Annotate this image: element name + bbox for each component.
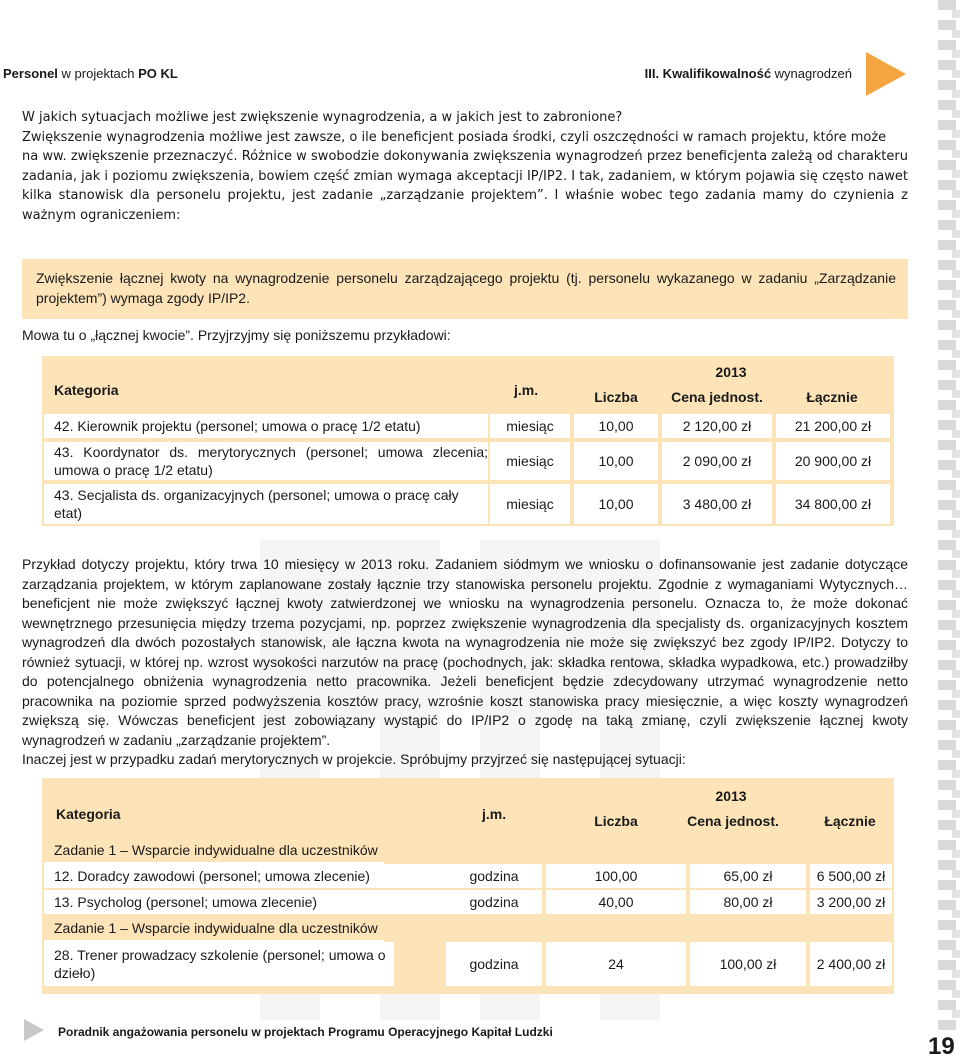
paragraph-2 [22, 555, 908, 770]
t1-row2-cena: 2 090,00 zł [662, 442, 772, 480]
t1-row2-jm: miesiąc [490, 442, 570, 480]
t2-group1: Zadanie 1 – Wsparcie indywidualne dla uczestników [44, 838, 384, 864]
t2-header-lacznie: Łącznie [824, 813, 876, 829]
intro-question: W jakich sytuacjach możliwe jest zwiększenie wynagrodzenia, a w jakich jest to zabronione? [22, 110, 623, 125]
t1-row1-lacznie: 21 200,00 zł [776, 414, 890, 438]
t1-row3-jm: miesiąc [490, 484, 570, 524]
header-right-normal: wynagrodzeń [771, 66, 852, 81]
t1-header-liczba: Liczba [594, 389, 638, 405]
t2-row1-kategoria: 12. Doradcy zawodowi (personel; umowa zlecenie) [44, 864, 454, 888]
header-arrow-icon [866, 52, 906, 96]
t2-row3-kategoria: 28. Trener prowadzacy szkolenie (personel; umowa o dzieło) [44, 942, 394, 986]
t2-row2-liczba: 40,00 [546, 890, 686, 914]
t1-row3-kategoria: 43. Secjalista ds. organizacyjnych (personel; umowa o pracę cały etat) [44, 484, 488, 524]
intro-paragraph [22, 108, 908, 225]
header-right-bold: III. Kwalifikowalność [644, 66, 772, 81]
t1-row1-kategoria: 42. Kierownik projektu (personel; umowa o pracę 1/2 etatu) [44, 414, 488, 438]
intro-line2: Zwiększenie wynagrodzenia możliwe jest zawsze, o ile beneficjent posiada środki, czyli oszczędności w ramach projektu, które może [22, 129, 887, 145]
t1-header-year: 2013 [715, 364, 747, 380]
t2-row2-jm: godzina [446, 890, 542, 914]
t2-row3-liczba: 24 [546, 942, 686, 986]
footer-arrow-icon [24, 1019, 44, 1041]
paragraph-2-text: Przykład dotyczy projektu, który trwa 10 miesięcy w 2013 roku. Zadaniem siódmym we wniosku o dofinansowanie jest zadanie dotyczące zarządzania projektem, w którym zaplanowane zostały łącznie trzy stanowiska personelu projektu. Zgodnie z wymaganiami Wytycznych… beneficjent nie może zwiększyć łącznej kwoty zatwierdzonej we wniosku na wynagrodzenia personelu. Oznacza to, że może dokonać wewnętrznego przesunięcia między trzema pozycjami, np. poprzez zwiększenie wynagrodzenia dla specjalisty ds. organizacyjnych kosztem wynagrodzeń dla dwóch pozostałych stanowisk, ale łączna kwota na wynagrodzenia nie może się zwiększyć bez zgody IP/IP2. Dotyczy to również sytuacji, w której np. wzrost wysokości narzutów na pracę (pochodnych, jak: składka rentowa, składka wypadkowa, etc.) prowadziłby do potencjalnego obniżenia wynagrodzenia netto pracownika. Jeżeli beneficjent będzie zdecydowany utrzymać wynagrodzenie netto pracownika na poziomie sprzed podwyższenia kosztów pracy, wzrośnie koszt stanowiska pracy miesięcznie, a więc koszty wynagrodzeń zwiększą się. Wówczas beneficjent jest zobowiązany wystąpić do IP/IP2 o zgodę na taką zmianę, czyli zwiększenie łącznej kwoty wynagrodzeń w zadaniu „zarządzanie projektem”. [22, 556, 908, 748]
t2-row1-cena: 65,00 zł [690, 864, 806, 888]
mowa-text: Mowa tu o „łącznej kwocie”. Przyjrzyjmy się poniższemu przykładowi: [22, 327, 451, 343]
t1-header-lacznie: Łącznie [806, 389, 858, 405]
paragraph-3-text: Inaczej jest w przypadku zadań merytorycznych w projekcie. Spróbujmy przyjrzeć się następującej sytuacji: [22, 751, 686, 767]
t2-row1-jm: godzina [446, 864, 542, 888]
highlight-box-text: Zwiększenie łącznej kwoty na wynagrodzenie personelu zarządzającego projektu (tj. personelu wykazanego w zadaniu „Zarządzanie projektem”) wymaga zgody IP/IP2. [36, 270, 896, 306]
t2-header-liczba: Liczba [594, 813, 638, 829]
intro-line3a: na ww. zwiększenie przeznaczyć. [22, 149, 238, 164]
intro-line3b: Różnice w swobodzie dokonywania zwiększenia wynagrodzeń przez beneficjenta zależą od charakteru zadania, jak i poziomu zwiększenia, bowiem część zmian wymaga akceptacji IP/IP2. I tak, zadaniem, w którym pojawia się często nawet kilka stanowisk dla personelu projektu, jest zadanie „zarządzanie projektem”. I właśnie wobec tego zadania mamy do czynienia z ważnym ograniczeniem: [22, 149, 908, 223]
table-2 [42, 778, 894, 994]
footer-title: Poradnik angażowania personelu w projektach Programu Operacyjnego Kapitał Ludzki [58, 1025, 553, 1039]
t2-row2-cena: 80,00 zł [690, 890, 806, 914]
header-left-bold1: Personel [3, 66, 58, 81]
running-header [0, 62, 900, 86]
t1-row2-liczba: 10,00 [574, 442, 658, 480]
t1-row1-liczba: 10,00 [574, 414, 658, 438]
t1-header-cena: Cena jednost. [671, 389, 763, 405]
t2-group2: Zadanie 1 – Wsparcie indywidualne dla uczestników [44, 916, 384, 942]
t2-header-year: 2013 [715, 788, 747, 804]
t1-row3-lacznie: 34 800,00 zł [776, 484, 890, 524]
t1-row1-cena: 2 120,00 zł [662, 414, 772, 438]
t2-row3-lacznie: 2 400,00 zł [810, 942, 892, 986]
header-left-bold2: PO KL [138, 66, 178, 81]
header-left [3, 66, 178, 81]
t2-header-jm: j.m. [482, 806, 507, 822]
t2-row3-cena: 100,00 zł [690, 942, 806, 986]
t2-row2-lacznie: 3 200,00 zł [810, 890, 892, 914]
t2-row3-jm: godzina [446, 942, 542, 986]
t1-header-jm: j.m. [514, 382, 539, 398]
t2-row1-lacznie: 6 500,00 zł [810, 864, 892, 888]
t1-row3-cena: 3 480,00 zł [662, 484, 772, 524]
t2-row2-kategoria: 13. Psycholog (personel; umowa zlecenie) [44, 890, 454, 914]
header-right [645, 66, 852, 81]
t1-row3-liczba: 10,00 [574, 484, 658, 524]
mowa-paragraph [22, 326, 908, 346]
t1-row2-kategoria: 43. Koordynator ds. merytorycznych (personel; umowa zlecenia; umowa o pracę 1/2 etatu) [44, 442, 488, 480]
table-1 [42, 356, 894, 526]
t1-row1-jm: miesiąc [490, 414, 570, 438]
t2-header-cena: Cena jednost. [687, 813, 779, 829]
t1-row2-lacznie: 20 900,00 zł [776, 442, 890, 480]
header-left-normal: w projektach [57, 66, 139, 81]
page-number: 19 [928, 1033, 955, 1060]
t2-row1-liczba: 100,00 [546, 864, 686, 888]
t2-header-kategoria: Kategoria [56, 806, 121, 822]
t1-header-kategoria: Kategoria [54, 382, 119, 398]
highlight-box [22, 259, 908, 319]
edge-pattern-secondary [952, 10, 960, 1030]
